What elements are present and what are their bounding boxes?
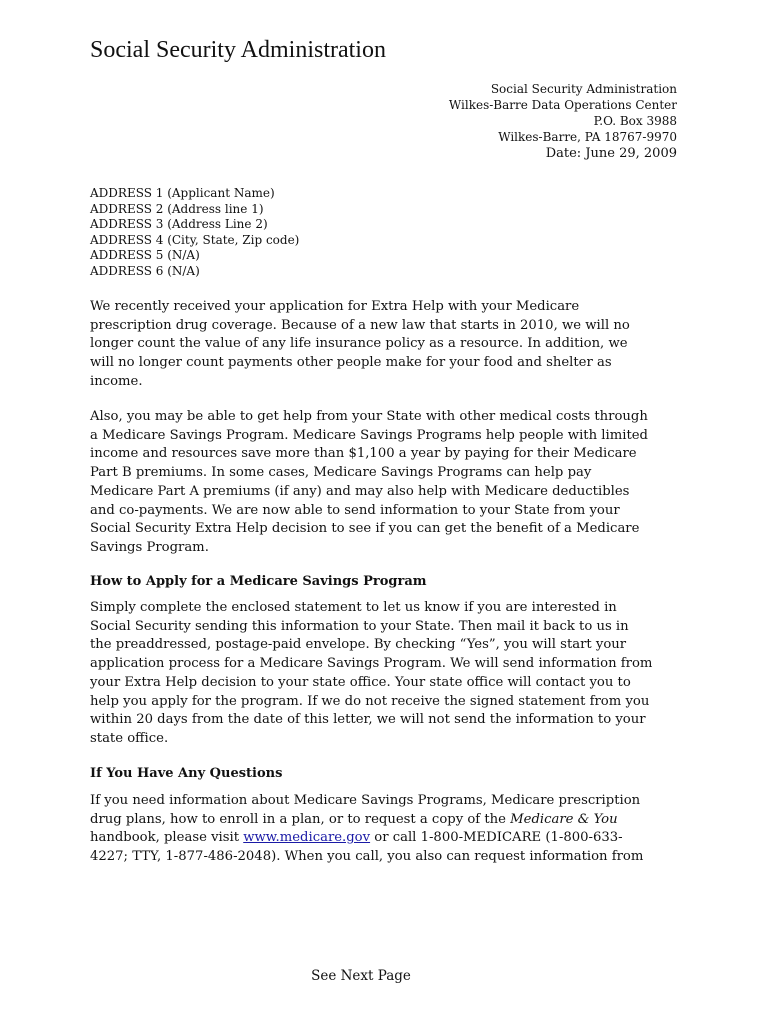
text-line: income and resources save more than $1,100 a year by paying for their Medicare — [90, 446, 637, 462]
heading-questions: If You Have Any Questions — [90, 766, 283, 781]
see-next-page-footer: See Next Page — [311, 968, 411, 984]
text-line: your Extra Help decision to your state office. Your state office will contact you to — [90, 674, 631, 690]
text-line: help you apply for the program. If we do not receive the signed statement from you — [90, 693, 650, 709]
paragraph-how-to-apply — [90, 599, 690, 749]
text-line: Savings Program. — [90, 539, 209, 555]
text-line — [90, 829, 690, 848]
recipient-address-line: ADDRESS 6 (N/A) — [90, 263, 200, 278]
text-line: Part B premiums. In some cases, Medicare Savings Programs can help pay — [90, 465, 592, 481]
sender-name: Social Security Administration — [490, 82, 677, 96]
letter-date: Date: June 29, 2009 — [545, 146, 677, 161]
text-line: prescription drug coverage. Because of a new law that starts in 2010, we will no — [90, 317, 630, 333]
text-line: income. — [90, 373, 143, 389]
recipient-address-line: ADDRESS 3 (Address Line 2) — [90, 217, 268, 232]
recipient-address-line: ADDRESS 1 (Applicant Name) — [90, 186, 275, 200]
sender-center: Wilkes-Barre Data Operations Center — [448, 98, 677, 112]
agency-title: Social Security Administration — [90, 37, 386, 63]
heading-how-to-apply: How to Apply for a Medicare Savings Program — [90, 574, 427, 589]
text-fragment: drug plans, how to enroll in a plan, or to request a copy of the — [90, 811, 511, 827]
text-line: Social Security Extra Help decision to see if you can get the benefit of a Medicare — [90, 521, 640, 537]
text-line: Simply complete the enclosed statement to let us know if you are interested in — [90, 600, 617, 615]
text-line — [90, 811, 690, 830]
text-line: If you need information about Medicare Savings Programs, Medicare prescription — [90, 793, 641, 808]
recipient-address-line: ADDRESS 4 (City, State, Zip code) — [90, 232, 300, 247]
sender-po-box: P.O. Box 3988 — [593, 114, 677, 128]
text-line: We recently received your application for Extra Help with your Medicare — [90, 299, 580, 314]
text-line: a Medicare Savings Program. Medicare Savings Programs help people with limited — [90, 427, 648, 443]
text-line: application process for a Medicare Savings Program. We will send information from — [90, 656, 653, 672]
handbook-title: Medicare & You — [510, 811, 618, 827]
recipient-address-line: ADDRESS 5 (N/A) — [90, 248, 200, 263]
paragraph-application-received — [90, 298, 690, 392]
text-line: Social Security sending this information to your State. Then mail it back to us in — [90, 618, 629, 634]
text-line: within 20 days from the date of this letter, we will not send the information to your — [90, 712, 646, 728]
text-line: state office. — [90, 730, 169, 746]
text-line: Medicare Part A premiums (if any) and may also help with Medicare deductibles — [90, 483, 630, 499]
medicare-website-link[interactable]: www.medicare.gov — [243, 830, 371, 846]
text-line: and co-payments. We are now able to send information to your State from your — [90, 502, 620, 518]
text-line: longer count the value of any life insurance policy as a resource. In addition, we — [90, 336, 628, 352]
paragraph-savings-program — [90, 408, 690, 558]
text-fragment: handbook, please visit — [90, 830, 244, 846]
text-line: Also, you may be able to get help from your State with other medical costs through — [90, 409, 648, 424]
text-line: 4227; TTY, 1-877-486-2048). When you call, you also can request information from — [90, 849, 644, 865]
recipient-address-block — [90, 186, 299, 280]
paragraph-questions — [90, 792, 690, 867]
recipient-address-line: ADDRESS 2 (Address line 1) — [90, 201, 264, 216]
text-fragment: or call 1-800-MEDICARE (1-800-633- — [370, 830, 623, 846]
sender-city: Wilkes-Barre, PA 18767-9970 — [498, 130, 677, 144]
text-line: will no longer count payments other people make for your food and shelter as — [90, 355, 612, 371]
sender-address-block — [449, 81, 677, 162]
text-line: the preaddressed, postage-paid envelope. By checking “Yes”, you will start your — [90, 637, 627, 653]
